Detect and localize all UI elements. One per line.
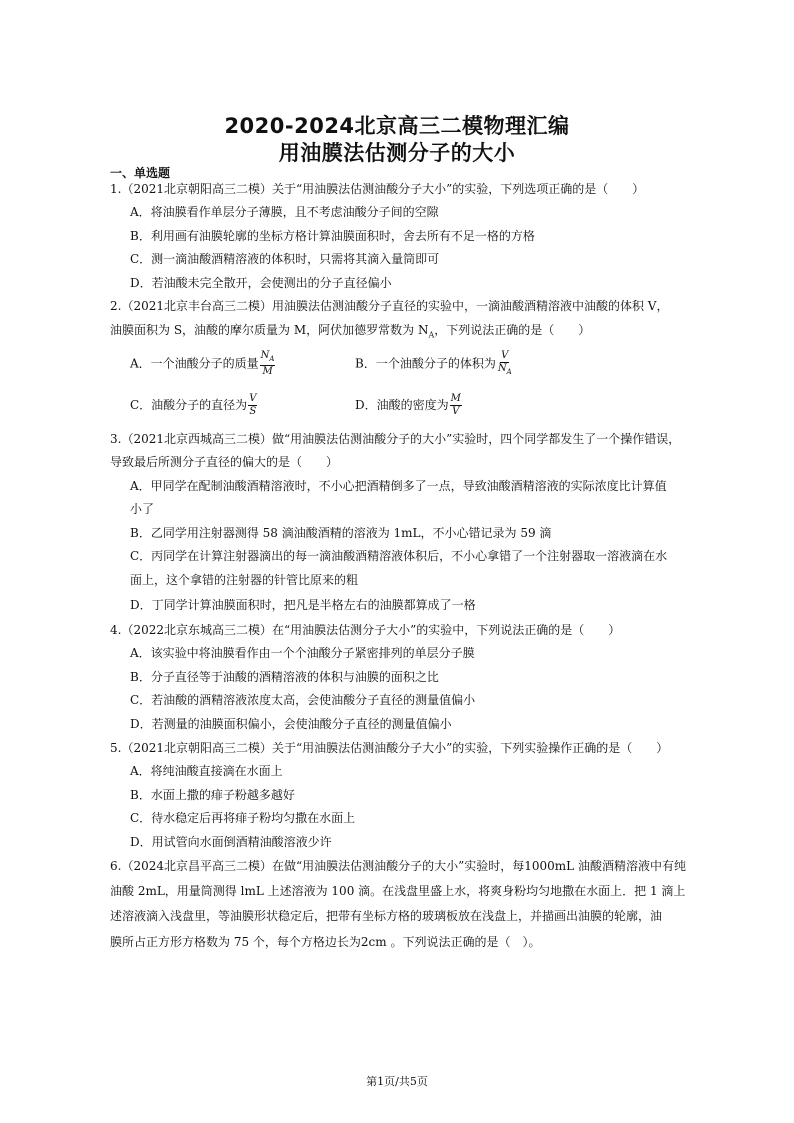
question-2-option-c: C．油酸分子的直径为 $\frac{V}{S}$ xyxy=(130,393,257,417)
question-4-option-c: C．若油酸的酒精溶液浓度太高，会使油酸分子直径的测量值偏小 xyxy=(130,693,476,707)
question-2-stem-line-2: 油膜面积为 S，油酸的摩尔质量为 M，阿伏加德罗常数为 $N_A$，下列说法正确的是（ ） xyxy=(110,323,591,340)
question-6-line-4: 膜所占正方形方格数为 75 个，每个方格边长为2cm 。下列说法正确的是（ ）。 xyxy=(110,935,541,949)
question-3-stem-line-2: 导致最后所测分子直径的偏大的是（ ） xyxy=(110,455,339,469)
document-subtitle: 用油膜法估测分子的大小 xyxy=(278,141,516,165)
question-3-option-a-line-2: 小了 xyxy=(130,502,155,516)
question-3-option-c-line-2: 面上，这个拿错的注射器的针管比原来的粗 xyxy=(130,573,359,587)
section-heading: 一、单选题 xyxy=(110,166,171,180)
question-5-stem: 5.（2021北京朝阳高三二模）关于“用油膜法估测油酸分子大小”的实验，下列实验操作正确的是（ ） xyxy=(110,741,669,755)
question-1-option-b: B．利用画有油膜轮廓的坐标方格计算油膜面积时，舍去所有不足一格的方格 xyxy=(130,229,535,243)
question-5-option-a: A．将纯油酸直接滴在水面上 xyxy=(130,764,283,778)
question-1-option-a: A．将油膜看作单层分子薄膜，且不考虑油酸分子间的空隙 xyxy=(130,205,439,219)
question-3-option-a-line-1: A．甲同学在配制油酸酒精溶液时，不小心把酒精倒多了一点，导致油酸酒精溶液的实际浓度比计算值 xyxy=(130,479,667,493)
question-4-option-d: D．若测量的油膜面积偏小，会使油酸分子直径的测量值偏小 xyxy=(130,717,452,731)
question-3-option-d: D．丁同学计算油膜面积时，把凡是半格左右的油膜都算成了一格 xyxy=(130,598,476,612)
fraction-m-over-v: $\frac{M}{V}$ xyxy=(450,393,461,417)
question-1-option-c: C．测一滴油酸酒精溶液的体积时，只需将其滴入量筒即可 xyxy=(130,252,440,266)
question-3-option-b: B．乙同学用注射器测得 58 滴油酸酒精的溶液为 1mL，不小心错记录为 59 滴 xyxy=(130,526,552,540)
page-footer: 第1页/共5页 xyxy=(366,1075,428,1088)
question-4-option-b: B．分子直径等于油酸的酒精溶液的体积与油膜的面积之比 xyxy=(130,670,439,684)
question-2-option-a: A．一个油酸分子的质量 $\frac{N_A}{M}$ xyxy=(130,350,275,377)
fraction-v-over-s: $\frac{V}{S}$ xyxy=(249,393,257,417)
question-6-line-3: 述溶液滴入浅盘里，等油膜形状稳定后，把带有坐标方格的玻璃板放在浅盘上，并描画出油膜的轮廓，油 xyxy=(110,909,663,923)
question-3-stem-line-1: 3.（2021北京西城高三二模）做“用油膜法估测油酸分子的大小”实验时，四个同学都发生了一个操作错误， xyxy=(110,432,681,446)
question-2-option-d: D．油酸的密度为 $\frac{M}{V}$ xyxy=(355,393,461,417)
question-5-option-b: B．水面上撒的痱子粉越多越好 xyxy=(130,788,295,802)
question-4-option-a: A．该实验中将油膜看作由一个个油酸分子紧密排列的单层分子膜 xyxy=(130,646,475,660)
question-6-line-2: 油酸 2mL，用量筒测得 lmL 上述溶液为 100 滴。在浅盘里盛上水，将爽身粉均匀地撒在水面上．把 1 滴上 xyxy=(110,884,686,898)
fraction-na-over-m: $\frac{N_A}{M}$ xyxy=(260,350,275,377)
question-3-option-c-line-1: C．丙同学在计算注射器滴出的每一滴油酸酒精溶液体积后，不小心拿错了一个注射器取一溶液滴在水 xyxy=(130,549,668,563)
question-5-option-c: C．待水稳定后再将痱子粉均匀撒在水面上 xyxy=(130,811,356,825)
document-title: 2020-2024北京高三二模物理汇编 xyxy=(224,114,570,138)
question-4-stem: 4.（2022北京东城高三二模）在“用油膜法估测分子大小”的实验中，下列说法正确的是（ ） xyxy=(110,623,621,637)
question-2-stem-line-1: 2.（2021北京丰台高三二模）用油膜法估测油酸分子直径的实验中，一滴油酸酒精溶液中油酸的体积 V， xyxy=(110,299,669,313)
question-2-option-b: B．一个油酸分子的体积为 $\frac{V}{N_A}$ xyxy=(355,350,512,376)
fraction-v-over-na: $\frac{V}{N_A}$ xyxy=(497,350,512,376)
question-1-stem: 1.（2021北京朝阳高三二模）关于“用油膜法估测油酸分子大小”的实验，下列选项正确的是（ ） xyxy=(110,182,645,196)
question-6-line-1: 6.（2024北京昌平高三二模）在做“用油膜法估测油酸分子的大小”实验时，每1000mL 油酸酒精溶液中有纯 xyxy=(110,859,686,873)
question-5-option-d: D．用试管向水面倒酒精油酸溶液少许 xyxy=(130,835,332,849)
question-1-option-d: D．若油酸未完全散开，会使测出的分子直径偏小 xyxy=(130,276,392,290)
